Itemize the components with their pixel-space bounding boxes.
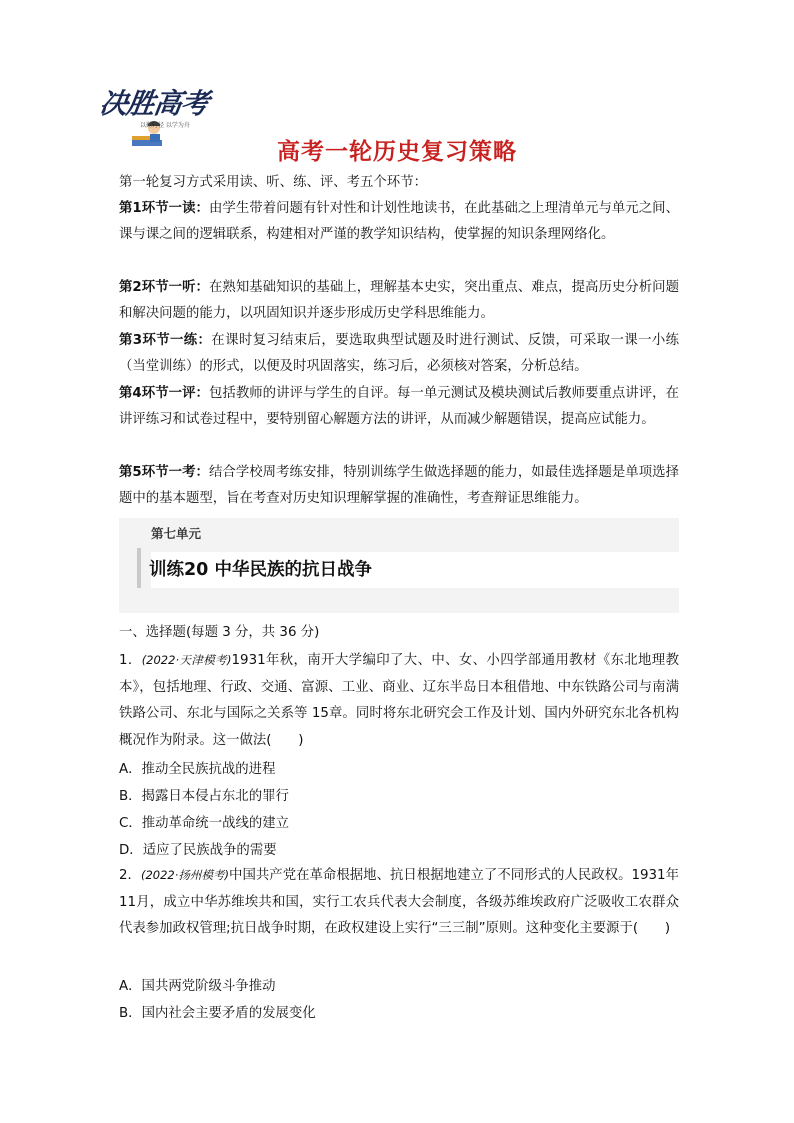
question-2 bbox=[119, 862, 679, 943]
step-label: 第1环节一读： bbox=[119, 201, 209, 216]
step-label: 第2环节一听： bbox=[119, 280, 209, 295]
intro-text: 第一轮复习方式采用读、听、练、评、考五个环节： bbox=[119, 175, 427, 190]
step-text: 包括教师的讲评与学生的自评。每一单元测试及模块测试后教师要重点讲评，在讲评练习和试卷过程中，要特别留心解题方法的讲评，从而减少解题错误，提高应试能力。 bbox=[119, 386, 679, 427]
step-3 bbox=[119, 328, 679, 380]
banner-accent-bar bbox=[137, 548, 141, 588]
step-4 bbox=[119, 381, 679, 433]
question-stem: 1931年秋，南开大学编印了大、中、女、小四学部通用教材《东北地理教本》，包括地理、行政、交通、富源、工业、商业、辽东半岛日本租借地、中东铁路公司与南满铁路公司、东北与国际之关系等 15章。同时将东北研究会工作及计划、国内外研究东北各机构概况作为附录。这一做法( ) bbox=[119, 653, 679, 748]
step-2 bbox=[119, 275, 679, 327]
step-label: 第5环节一考： bbox=[119, 465, 209, 480]
option-b[interactable]: B．揭露日本侵占东北的罪行 bbox=[119, 789, 289, 804]
step-label: 第3环节一练： bbox=[119, 333, 212, 348]
question-1 bbox=[119, 647, 679, 754]
logo-tagline: 以勤为径 以学为舟 bbox=[140, 122, 190, 129]
page-title: 高考一轮历史复习策略 bbox=[277, 139, 517, 165]
section-heading: 一、选择题(每题 3 分，共 36 分) bbox=[119, 625, 320, 640]
unit-label: 第七单元 bbox=[151, 526, 202, 541]
lesson-title bbox=[151, 552, 679, 588]
option-d[interactable]: D．适应了民族战争的需要 bbox=[119, 843, 277, 858]
question-number: 1． bbox=[119, 653, 142, 668]
question-stem: 中国共产党在革命根据地、抗日根据地建立了不同形式的人民政权。1931年 11月，成立中华苏维埃共和国，实行工农兵代表大会制度，各级苏维埃政府广泛吸收工农群众代表参加政权管理;抗日战争时期，在政权建设上实行“三三制”原则。这种变化主要源于( ) bbox=[119, 868, 679, 936]
step-5 bbox=[119, 460, 679, 512]
logo-text: 决胜高考 bbox=[97, 87, 211, 120]
option-c[interactable]: C．推动革命统一战线的建立 bbox=[119, 816, 290, 831]
step-text: 结合学校周考练安排，特别训练学生做选择题的能力，如最佳选择题是单项选择题中的基本题型，旨在考查对历史知识理解掌握的准确性，考查辩证思维能力。 bbox=[119, 465, 679, 506]
question-source: (2022·天津模考) bbox=[141, 653, 232, 667]
step-label: 第4环节一评： bbox=[119, 386, 209, 401]
question-number: 2． bbox=[119, 868, 141, 883]
step-text: 在课时复习结束后，要选取典型试题及时进行测试、反馈，可采取一课一小练（当堂训练）的形式，以便及时巩固落实，练习后，必须核对答案，分析总结。 bbox=[119, 333, 679, 374]
step-1 bbox=[119, 196, 679, 248]
question-source: (2022·扬州模考) bbox=[140, 868, 229, 882]
step-text: 在熟知基础知识的基础上，理解基本史实，突出重点、难点，提高历史分析问题和解决问题的能力，以巩固知识并逐步形成历史学科思维能力。 bbox=[119, 280, 679, 321]
lesson-title-text: 训练20 中华民族的抗日战争 bbox=[149, 560, 372, 580]
option-a[interactable]: A．推动全民族抗战的进程 bbox=[119, 762, 276, 777]
option-b[interactable]: B．国内社会主要矛盾的发展变化 bbox=[119, 1006, 316, 1021]
option-a[interactable]: A．国共两党阶级斗争推动 bbox=[119, 979, 276, 994]
step-text: 由学生带着问题有针对性和计划性地读书，在此基础之上理清单元与单元之间、课与课之间的逻辑联系，构建相对严谨的教学知识结构，使掌握的知识条理网络化。 bbox=[119, 201, 679, 242]
unit-banner bbox=[119, 518, 679, 613]
